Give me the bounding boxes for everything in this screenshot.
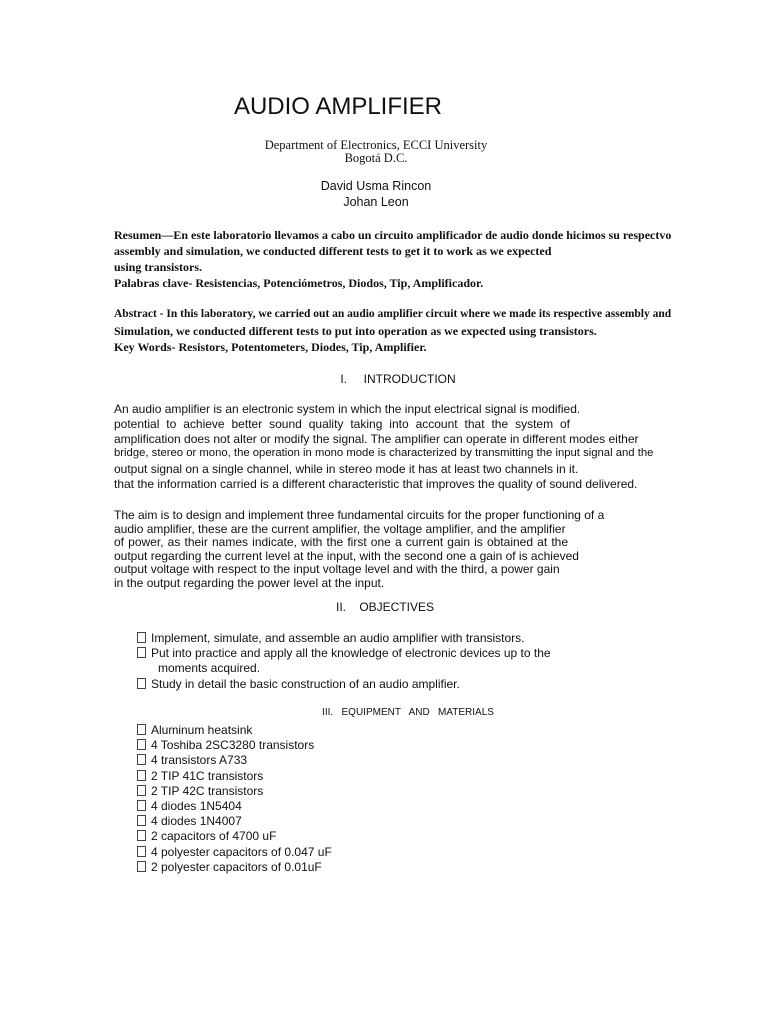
list-item-text: 4 transistors A733 [151,753,248,768]
paragraph-line: bridge, stereo or mono, the operation in mono mode is characterized by transmitting the input signal and the [114,447,654,459]
paragraph-line: output regarding the current level at the input, with the second one a gain of is achieved [114,548,579,563]
list-item [137,631,551,646]
checkbox-icon [137,632,146,643]
list-item [137,753,332,768]
paragraph-line: in the output regarding the power level at the input. [114,575,385,590]
equipment-list [137,723,332,875]
abstract-line: Abstract - In this laboratory, we carried out an audio amplifier circuit where we made its respective assembly and [114,308,672,320]
paragraph-line: of power, as their names indicate, with the first one a current gain is obtained at the [114,535,568,549]
checkbox-icon [137,678,146,689]
objectives-list [137,631,551,692]
list-item [137,829,332,844]
intro-paragraph-2 [114,508,660,589]
list-item-text: 4 diodes 1N5404 [151,798,242,813]
checkbox-icon [137,724,146,735]
list-item-text: 4 diodes 1N4007 [151,814,242,829]
checkbox-icon [137,815,146,826]
list-item [137,799,332,814]
list-item [137,738,332,753]
list-item-text: moments acquired. [158,661,261,675]
list-item-text: Implement, simulate, and assemble an audio amplifier with transistors. [151,631,525,645]
checkbox-icon [137,647,146,658]
paragraph-line: An audio amplifier is an electronic system in which the input electrical signal is modified. [114,402,581,416]
checkbox-icon [137,754,146,765]
resumen-line: assembly and simulation, we conducted different tests to get it to work as we expected [114,244,552,258]
intro-paragraph-1 [114,402,660,492]
list-item-text: Aluminum heatsink [151,723,253,737]
list-item [137,784,332,799]
list-item-text: Study in detail the basic construction of an audio amplifier. [151,677,460,691]
resumen-line: Resumen—En este laboratorio llevamos a cabo un circuito amplificador de audio donde hicimos su respectvo [114,228,672,242]
list-item-text: 4 polyester capacitors of 0.047 uF [151,844,332,859]
checkbox-icon [137,785,146,796]
list-item-text: 2 TIP 42C transistors [151,783,264,798]
list-item [137,845,332,860]
document-title: AUDIO AMPLIFIER [233,93,443,120]
paragraph-line: audio amplifier, these are the current amplifier, the voltage amplifier, and the amplifier [114,521,566,536]
list-item-text: 2 polyester capacitors of 0.01uF [151,859,322,874]
checkbox-icon [137,770,146,781]
checkbox-icon [137,739,146,750]
key-words: Key Words- Resistors, Potentometers, Diodes, Tip, Amplifier. [114,340,427,354]
list-item [137,677,551,692]
section-heading-objectives: II. OBJECTIVES [335,600,435,614]
list-item-continuation [137,661,551,677]
paragraph-line: amplification does not alter or modify the signal. The amplifier can operate in different modes either [114,432,639,446]
affiliation-city: Bogotá D.C. [344,151,408,165]
checkbox-icon [137,830,146,841]
abstract-line: Simulation, we conducted different tests to put into operation as we expected using transistors. [114,324,597,338]
paragraph-line: output signal on a single channel, while in stereo mode it has at least two channels in it. [114,462,579,476]
paragraph-line: potential to achieve better sound quality taking into account that the system of [114,417,570,431]
paragraph-line: that the information carried is a different characteristic that improves the quality of sound delivered. [114,477,638,491]
paragraph-line: The aim is to design and implement three fundamental circuits for the proper functioning of a [114,508,605,522]
list-item-text: 2 capacitors of 4700 uF [151,829,277,844]
list-item-text: 4 Toshiba 2SC3280 transistors [151,738,315,753]
author-name: Johan Leon [343,195,409,209]
author-name: David Usma Rincon [320,179,432,193]
affiliation-department: Department of Electronics, ECCI University [264,138,488,152]
checkbox-icon [137,861,146,872]
list-item-text: Put into practice and apply all the knowledge of electronic devices up to the [151,646,551,660]
resumen-line: using transistors. [114,260,203,274]
section-heading-introduction: I. INTRODUCTION [340,372,456,386]
list-item [137,860,332,875]
checkbox-icon [137,800,146,811]
palabras-clave: Palabras clave- Resistencias, Potenciómetros, Diodos, Tip, Amplificador. [114,276,484,290]
checkbox-icon [137,846,146,857]
list-item [137,646,551,661]
section-heading-equipment: III. EQUIPMENT AND MATERIALS [322,707,494,718]
list-item [137,814,332,829]
list-item [137,723,332,738]
paragraph-line: output voltage with respect to the input voltage level and with the third, a power gain [114,562,560,576]
list-item [137,769,332,784]
list-item-text: 2 TIP 41C transistors [151,768,264,783]
